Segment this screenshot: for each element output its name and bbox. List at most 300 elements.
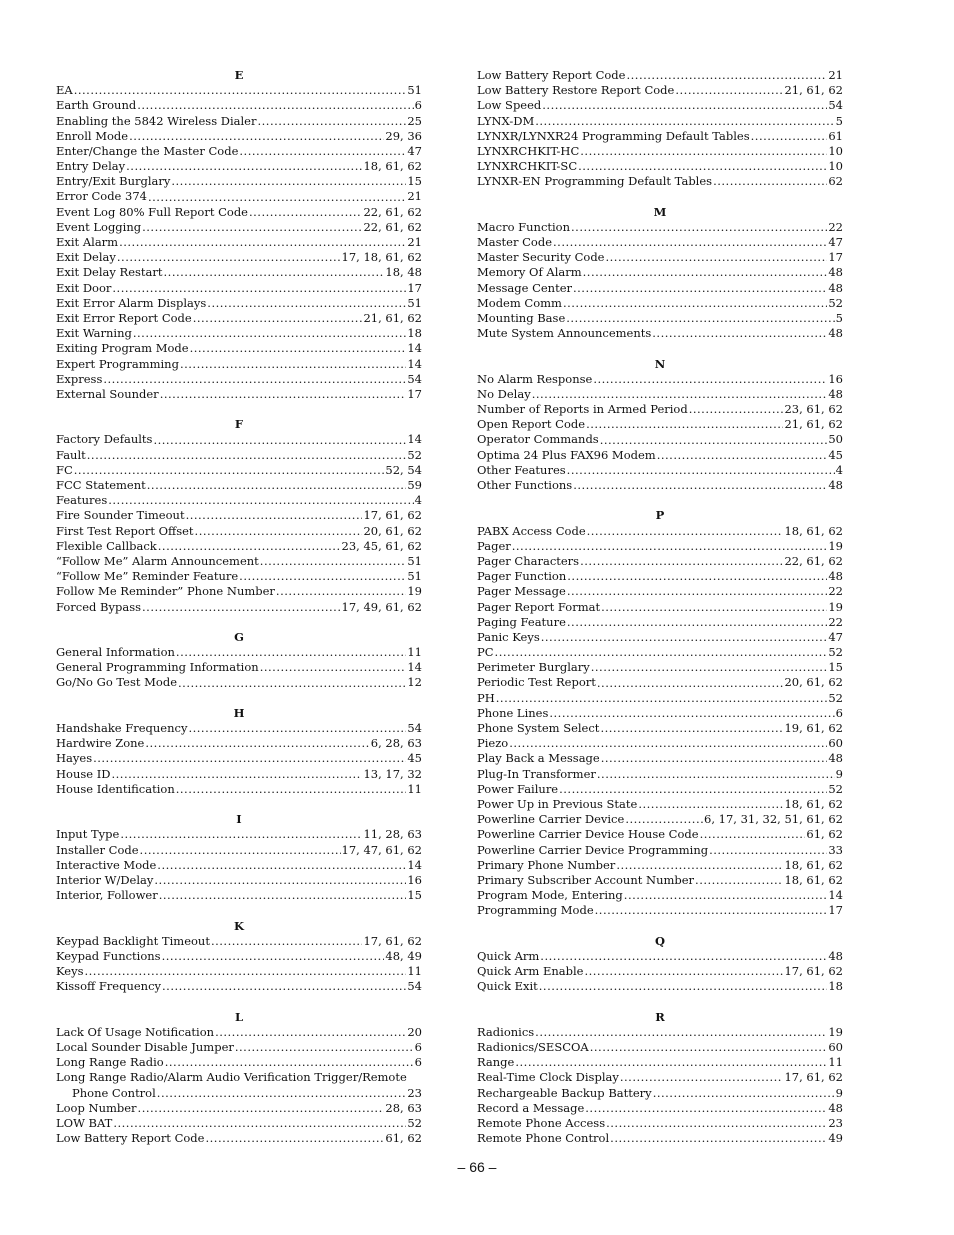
- index-entry: [477, 265, 843, 280]
- dot-leader: [573, 281, 827, 296]
- entry-pages: 23: [407, 1085, 422, 1100]
- index-entry: [56, 1116, 422, 1131]
- dot-leader: [260, 660, 407, 675]
- dot-leader: [171, 174, 406, 189]
- index-entry: [477, 676, 843, 691]
- index-entry: [56, 448, 422, 463]
- index-entry: [56, 83, 422, 98]
- index-entry: [477, 402, 843, 417]
- entry-term: FCC Statement: [56, 478, 146, 493]
- dot-leader: [566, 311, 834, 326]
- index-entry: [477, 600, 843, 615]
- entry-term: Quick Exit: [477, 979, 538, 994]
- entry-term: Exit Delay: [56, 250, 116, 265]
- entry-pages: 48: [828, 386, 843, 401]
- entry-term: Exiting Program Mode: [56, 341, 189, 356]
- entry-term: PABX Access Code: [477, 523, 586, 538]
- dot-leader: [176, 782, 407, 797]
- entry-term: Power Failure: [477, 781, 559, 796]
- entry-term: Low Speed: [477, 98, 542, 113]
- entry-pages: 14: [407, 341, 422, 356]
- section-letter: P: [655, 508, 665, 523]
- index-entry: [56, 326, 422, 341]
- entry-term: Low Battery Restore Report Code: [477, 83, 675, 98]
- entry-term: Installer Code: [56, 842, 139, 857]
- index-section: [477, 934, 843, 995]
- entry-pages: 22: [828, 219, 843, 234]
- entry-term: Programming Mode: [477, 903, 594, 918]
- entry-pages: 21, 61, 62: [363, 310, 422, 325]
- index-entry: [477, 1101, 843, 1116]
- dot-leader: [74, 83, 407, 98]
- entry-pages: 48: [828, 280, 843, 295]
- entry-pages: 20, 61, 62: [784, 675, 843, 690]
- index-entry: [56, 1055, 422, 1070]
- section-letter: N: [654, 356, 666, 371]
- entry-term: Exit Warning: [56, 326, 132, 341]
- entry-term: Phone System Select: [477, 721, 600, 736]
- index-entry: [477, 660, 843, 675]
- entry-pages: 11, 28, 63: [363, 827, 422, 842]
- index-entry: [56, 508, 422, 523]
- entry-pages: 45: [407, 751, 422, 766]
- entry-pages: 54: [407, 371, 422, 386]
- dot-leader: [147, 478, 407, 493]
- dot-leader: [695, 873, 783, 888]
- entry-term: Flexible Callback: [56, 538, 157, 553]
- entry-pages: 6, 28, 63: [370, 736, 422, 751]
- dot-leader: [606, 1116, 827, 1131]
- entry-pages: 6: [414, 1039, 422, 1054]
- entry-pages: 54: [828, 98, 843, 113]
- entry-pages: 18, 61, 62: [363, 159, 422, 174]
- dot-leader: [600, 721, 783, 736]
- index-entry: [56, 827, 422, 842]
- entry-pages: 22, 61, 62: [363, 204, 422, 219]
- entry-pages: 5: [835, 113, 843, 128]
- index-entry: [477, 873, 843, 888]
- entry-term: Modem Comm: [477, 295, 562, 310]
- entry-term: Enroll Mode: [56, 128, 129, 143]
- index-entry: [56, 782, 422, 797]
- section-letter: M: [653, 204, 667, 219]
- dot-leader: [162, 979, 406, 994]
- index-entry: [477, 554, 843, 569]
- dot-leader: [610, 1131, 827, 1146]
- entry-term: Paging Feature: [477, 614, 566, 629]
- entry-term: Forced Bypass: [56, 599, 142, 614]
- section-letter: R: [655, 1009, 665, 1024]
- entry-pages: 14: [407, 660, 422, 675]
- entry-term: Other Functions: [477, 478, 573, 493]
- index-entry: [56, 873, 422, 888]
- entry-term: Long Range Radio/Alarm Audio Verification Trigger/Remote: [56, 1070, 407, 1085]
- entry-term: Hayes: [56, 751, 93, 766]
- dot-leader: [112, 281, 406, 296]
- entry-pages: 6, 17, 31, 32, 51, 61, 62: [704, 812, 843, 827]
- index-entry: [56, 478, 422, 493]
- dot-leader: [591, 660, 828, 675]
- section-letter: Q: [654, 933, 666, 948]
- index-entry: [56, 524, 422, 539]
- dot-leader: [559, 782, 827, 797]
- index-entry: [477, 767, 843, 782]
- entry-pages: 22: [828, 584, 843, 599]
- entry-pages: 45: [828, 447, 843, 462]
- index-entry: [477, 569, 843, 584]
- entry-term: Enter/Change the Master Code: [56, 143, 239, 158]
- entry-term: Factory Defaults: [56, 432, 153, 447]
- index-entry: [477, 903, 843, 918]
- dot-leader: [601, 600, 827, 615]
- dot-leader: [87, 448, 407, 463]
- dot-leader: [535, 1025, 827, 1040]
- entry-pages: 52: [828, 690, 843, 705]
- entry-pages: 14: [407, 356, 422, 371]
- entry-term: Interior W/Delay: [56, 872, 154, 887]
- dot-leader: [620, 1070, 784, 1085]
- entry-pages: 6: [414, 1055, 422, 1070]
- index-section: [477, 205, 843, 342]
- entry-pages: 51: [407, 553, 422, 568]
- entry-term: Radionics/SESCOA: [477, 1039, 589, 1054]
- index-entry: [477, 159, 843, 174]
- index-entry: [477, 129, 843, 144]
- index-entry: [56, 584, 422, 599]
- index-entry: [56, 751, 422, 766]
- index-entry: [477, 964, 843, 979]
- entry-pages: 54: [407, 721, 422, 736]
- entry-term: Follow Me Reminder” Phone Number: [56, 584, 275, 599]
- entry-term: “Follow Me” Reminder Feature: [56, 569, 239, 584]
- dot-leader: [176, 645, 406, 660]
- dot-leader: [578, 159, 827, 174]
- entry-pages: 20: [407, 1024, 422, 1039]
- entry-term: Mute System Announcements: [477, 326, 652, 341]
- entry-term: Pager Message: [477, 584, 566, 599]
- entry-term: Keys: [56, 964, 84, 979]
- entry-pages: 18: [407, 326, 422, 341]
- entry-term: Operator Commands: [477, 432, 599, 447]
- entry-pages: 51: [407, 569, 422, 584]
- entry-term: Long Range Radio: [56, 1055, 164, 1070]
- index-entry: [477, 1131, 843, 1146]
- entry-term: General Programming Information: [56, 660, 259, 675]
- entry-term: Range: [477, 1055, 515, 1070]
- index-entry: [56, 311, 422, 326]
- dot-leader: [624, 888, 828, 903]
- entry-term: Kissoff Frequency: [56, 979, 162, 994]
- entry-pages: 62: [828, 174, 843, 189]
- entry-term: Hardwire Zone: [56, 736, 145, 751]
- dot-leader: [159, 888, 407, 903]
- dot-leader: [140, 843, 341, 858]
- entry-term: Interior, Follower: [56, 888, 158, 903]
- entry-pages: 19: [828, 538, 843, 553]
- dot-leader: [515, 1055, 827, 1070]
- entry-pages: 23, 61, 62: [784, 402, 843, 417]
- dot-leader: [553, 235, 827, 250]
- entry-pages: 21: [828, 67, 843, 82]
- index-entry: [477, 827, 843, 842]
- index-entry: [477, 843, 843, 858]
- dot-leader: [573, 478, 827, 493]
- dot-leader: [260, 554, 407, 569]
- index-entry: [477, 721, 843, 736]
- index-entry: [56, 539, 422, 554]
- entry-pages: 14: [407, 432, 422, 447]
- dot-leader: [626, 68, 827, 83]
- dot-leader: [160, 387, 407, 402]
- index-entry: [56, 949, 422, 964]
- dot-leader: [93, 751, 406, 766]
- entry-pages: 10: [828, 159, 843, 174]
- index-entry: [477, 478, 843, 493]
- index-entry: [477, 812, 843, 827]
- index-entry: [477, 797, 843, 812]
- index-entry: [56, 98, 422, 113]
- entry-pages: 54: [407, 979, 422, 994]
- section-letter: F: [234, 417, 244, 432]
- entry-pages: 17: [828, 903, 843, 918]
- dot-leader: [583, 265, 828, 280]
- index-entry: [477, 433, 843, 448]
- entry-term: Power Up in Previous State: [477, 796, 638, 811]
- dot-leader: [567, 615, 827, 630]
- index-entry: [477, 326, 843, 341]
- entry-pages: 29, 36: [385, 128, 422, 143]
- entry-term: Go/No Go Test Mode: [56, 675, 178, 690]
- entry-term: Powerline Carrier Device: [477, 812, 625, 827]
- entry-term: House Identification: [56, 781, 175, 796]
- index-section: [477, 1010, 843, 1147]
- entry-pages: 20, 61, 62: [363, 523, 422, 538]
- entry-term: House ID: [56, 766, 111, 781]
- index-entry: [56, 463, 422, 478]
- entry-pages: 19: [828, 599, 843, 614]
- entry-pages: 51: [407, 295, 422, 310]
- entry-pages: 28, 63: [385, 1100, 422, 1115]
- entry-pages: 51: [407, 83, 422, 98]
- entry-term: No Alarm Response: [477, 371, 593, 386]
- index-entry: [56, 205, 422, 220]
- entry-term: PC: [477, 645, 494, 660]
- entry-pages: 21: [407, 189, 422, 204]
- dot-leader: [145, 736, 369, 751]
- entry-pages: 60: [828, 736, 843, 751]
- index-entry: [56, 979, 422, 994]
- entry-pages: 17: [407, 386, 422, 401]
- dot-leader: [580, 554, 783, 569]
- dot-leader: [215, 1025, 406, 1040]
- entry-term: Optima 24 Plus FAX96 Modem: [477, 447, 656, 462]
- dot-leader: [153, 433, 406, 448]
- entry-term: PH: [477, 690, 495, 705]
- dot-leader: [540, 949, 827, 964]
- entry-term: Periodic Test Report: [477, 675, 596, 690]
- dot-leader: [616, 858, 783, 873]
- entry-term: Open Report Code: [477, 417, 586, 432]
- entry-pages: 21, 61, 62: [784, 417, 843, 432]
- entry-pages: 15: [407, 174, 422, 189]
- index-entry: [477, 645, 843, 660]
- index-entry: [477, 736, 843, 751]
- entry-term: Exit Alarm: [56, 235, 119, 250]
- entry-term: Fire Sounder Timeout: [56, 508, 185, 523]
- entry-term: LYNX-DM: [477, 113, 535, 128]
- entry-term: Exit Error Alarm Displays: [56, 295, 207, 310]
- entry-term: Expert Programming: [56, 356, 179, 371]
- dot-leader: [165, 1055, 414, 1070]
- index-entry: [477, 68, 843, 83]
- entry-pages: 16: [407, 872, 422, 887]
- entry-term: Quick Arm Enable: [477, 964, 584, 979]
- entry-term: Other Features: [477, 462, 566, 477]
- index-entry: [56, 159, 422, 174]
- index-section: [56, 812, 422, 903]
- entry-pages: 48, 49: [385, 948, 422, 963]
- entry-term: Master Code: [477, 235, 553, 250]
- index-section: [56, 68, 422, 402]
- index-entry: [56, 129, 422, 144]
- index-entry: [56, 281, 422, 296]
- entry-pages: 10: [828, 143, 843, 158]
- index-entry: [56, 721, 422, 736]
- entry-pages: 9: [835, 766, 843, 781]
- entry-pages: 17, 61, 62: [784, 1070, 843, 1085]
- index-entry: [477, 372, 843, 387]
- index-entry: [56, 645, 422, 660]
- entry-term: Rechargeable Backup Battery: [477, 1085, 652, 1100]
- index-entry: [477, 706, 843, 721]
- dot-leader: [535, 114, 834, 129]
- dot-leader: [211, 934, 363, 949]
- index-entry: [56, 964, 422, 979]
- dot-leader: [157, 1086, 407, 1101]
- entry-term: Remote Phone Control: [477, 1131, 610, 1146]
- entry-pages: 48: [828, 569, 843, 584]
- dot-leader: [597, 767, 835, 782]
- entry-term: Mounting Base: [477, 310, 566, 325]
- entry-pages: 11: [407, 964, 422, 979]
- entry-term: Entry/Exit Burglary: [56, 174, 171, 189]
- entry-pages: 52: [828, 645, 843, 660]
- dot-leader: [137, 98, 413, 113]
- dot-leader: [675, 83, 783, 98]
- entry-pages: 52, 54: [385, 462, 422, 477]
- entry-pages: 61, 62: [806, 827, 843, 842]
- entry-term: Entry Delay: [56, 159, 126, 174]
- dot-leader: [120, 827, 362, 842]
- dot-leader: [593, 372, 827, 387]
- dot-leader: [276, 584, 406, 599]
- entry-pages: 4: [835, 462, 843, 477]
- entry-term: Powerline Carrier Device Programming: [477, 842, 709, 857]
- index-entry: [56, 265, 422, 280]
- dot-leader: [85, 964, 407, 979]
- entry-pages: 17, 61, 62: [363, 508, 422, 523]
- index-entry: [477, 387, 843, 402]
- entry-pages: 6: [414, 98, 422, 113]
- entry-pages: 18: [828, 979, 843, 994]
- dot-leader: [689, 402, 784, 417]
- index-entry: [477, 83, 843, 98]
- index-section: [56, 417, 422, 614]
- entry-pages: 61, 62: [385, 1131, 422, 1146]
- dot-leader: [625, 812, 703, 827]
- entry-term: Lack Of Usage Notification: [56, 1024, 215, 1039]
- entry-pages: 11: [407, 645, 422, 660]
- entry-term: Features: [56, 493, 108, 508]
- index-section: [56, 1010, 422, 1147]
- entry-pages: 6: [835, 705, 843, 720]
- entry-pages: 18, 61, 62: [784, 872, 843, 887]
- dot-leader: [178, 676, 406, 691]
- dot-leader: [112, 767, 363, 782]
- index-entry: [477, 296, 843, 311]
- entry-term: Phone Lines: [477, 705, 549, 720]
- entry-pages: 47: [828, 235, 843, 250]
- index-entry: [477, 584, 843, 599]
- entry-pages: 17, 61, 62: [784, 964, 843, 979]
- entry-pages: 18, 61, 62: [784, 796, 843, 811]
- dot-leader: [190, 341, 407, 356]
- entry-term: Message Center: [477, 280, 572, 295]
- index-entry: [477, 448, 843, 463]
- dot-leader: [601, 751, 828, 766]
- entry-pages: 19: [407, 584, 422, 599]
- index-entry: [477, 174, 843, 189]
- index-entry: [477, 463, 843, 478]
- index-entry: [477, 220, 843, 235]
- dot-leader: [180, 357, 406, 372]
- entry-pages: 18, 61, 62: [784, 523, 843, 538]
- index-entry: [477, 858, 843, 873]
- entry-pages: 25: [407, 113, 422, 128]
- dot-leader: [571, 220, 827, 235]
- entry-term: Primary Phone Number: [477, 857, 616, 872]
- dot-leader: [258, 114, 407, 129]
- entry-term: Loop Number: [56, 1100, 137, 1115]
- index-entry: [477, 1116, 843, 1131]
- section-letter: H: [233, 705, 245, 720]
- index-entry: [56, 1040, 422, 1055]
- index-entry: [56, 660, 422, 675]
- dot-leader: [539, 979, 828, 994]
- index-entry: [477, 235, 843, 250]
- entry-pages: 17, 18, 61, 62: [341, 250, 422, 265]
- entry-term: Real-Time Clock Display: [477, 1070, 619, 1085]
- entry-pages: 13, 17, 32: [363, 766, 422, 781]
- page-number: – 66 –: [457, 1159, 497, 1175]
- index-entry: [477, 524, 843, 539]
- dot-leader: [239, 144, 406, 159]
- dot-leader: [205, 1131, 384, 1146]
- entry-term: Enabling the 5842 Wireless Dialer: [56, 113, 257, 128]
- index-entry: [56, 888, 422, 903]
- index-entry: [56, 1070, 422, 1100]
- dot-leader: [113, 1116, 406, 1131]
- entry-term: External Sounder: [56, 386, 159, 401]
- dot-leader: [239, 569, 406, 584]
- index-entry: [56, 676, 422, 691]
- index-entry: [477, 1025, 843, 1040]
- entry-term: Express: [56, 371, 103, 386]
- entry-term: Earth Ground: [56, 98, 137, 113]
- dot-leader: [713, 174, 827, 189]
- index-entry: [56, 767, 422, 782]
- dot-leader: [541, 630, 828, 645]
